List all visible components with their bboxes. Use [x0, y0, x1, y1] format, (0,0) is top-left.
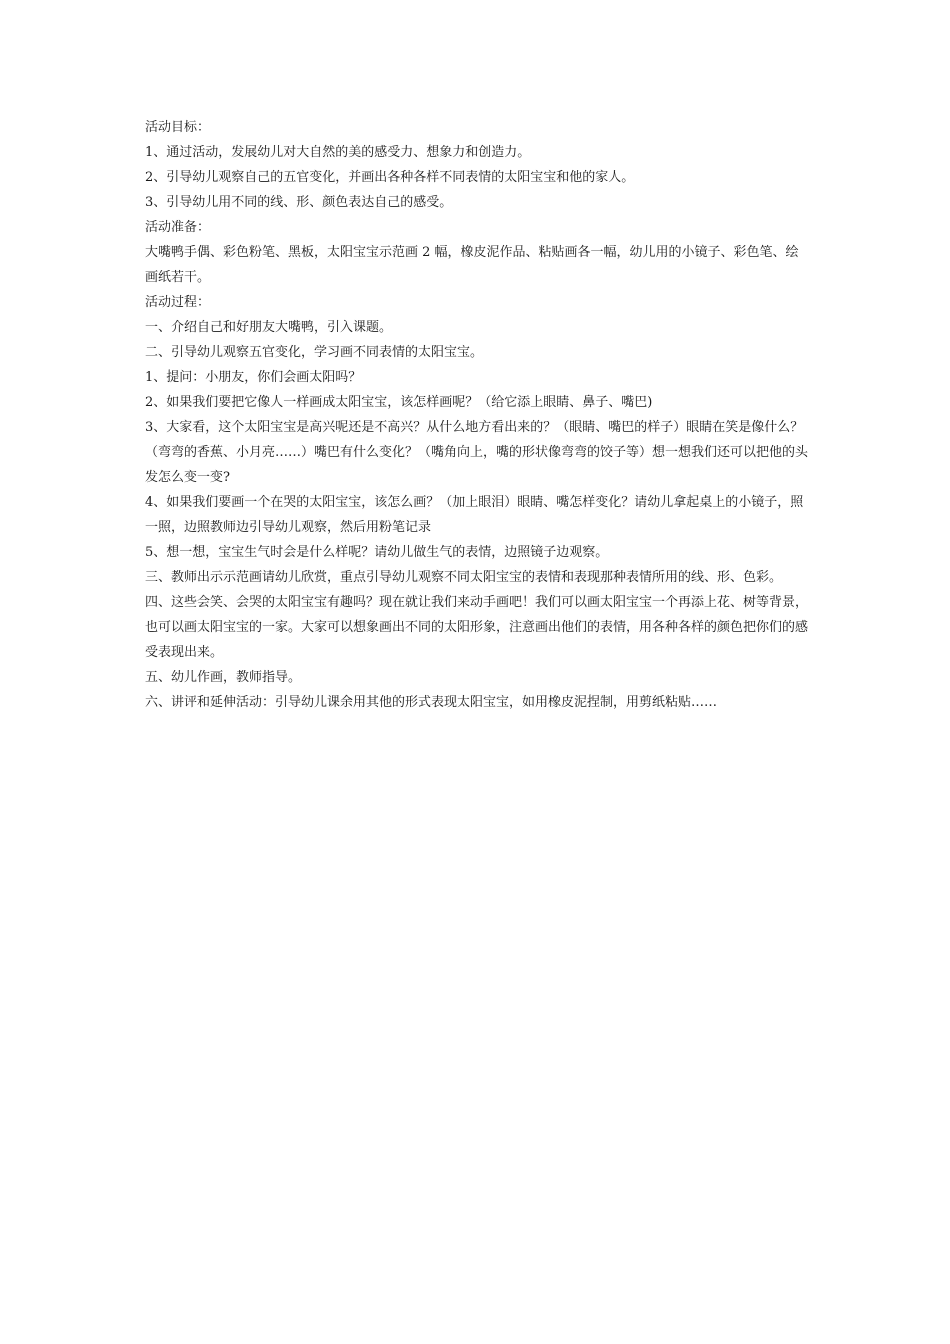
document-body: [145, 115, 810, 715]
goal-item-2: 2、引导幼儿观察自己的五官变化，并画出各种各样不同表情的太阳宝宝和他的家人。: [145, 170, 635, 185]
preparation-text: 大嘴鸭手偶、彩色粉笔、黑板，太阳宝宝示范画 2 幅，橡皮泥作品、粘贴画各一幅，幼儿用的小镜子、彩色笔、绘画纸若干。: [145, 245, 799, 285]
process-substep-4: 4、如果我们要画一个在哭的太阳宝宝，该怎么画？（加上眼泪）眼睛、嘴怎样变化？请幼儿拿起桌上的小镜子，照一照，边照教师边引导幼儿观察，然后用粉笔记录: [145, 495, 804, 535]
process-step-6: 六、讲评和延伸活动：引导幼儿课余用其他的形式表现太阳宝宝，如用橡皮泥捏制，用剪纸粘贴……: [145, 695, 718, 710]
goal-item-3: 3、引导幼儿用不同的线、形、颜色表达自己的感受。: [145, 195, 453, 210]
process-substep-5: 5、想一想，宝宝生气时会是什么样呢？请幼儿做生气的表情，边照镜子边观察。: [145, 545, 609, 560]
process-step-3: 三、教师出示示范画请幼儿欣赏，重点引导幼儿观察不同太阳宝宝的表情和表现那种表情所用的线、形、色彩。: [145, 570, 783, 585]
goal-item-1: 1、通过活动，发展幼儿对大自然的美的感受力、想象力和创造力。: [145, 145, 531, 160]
process-step-2: 二、引导幼儿观察五官变化，学习画不同表情的太阳宝宝。: [145, 345, 484, 360]
section-heading-process: 活动过程：: [145, 295, 211, 310]
process-step-4: 四、这些会笑、会哭的太阳宝宝有趣吗？现在就让我们来动手画吧！我们可以画太阳宝宝一个再添上花、树等背景，也可以画太阳宝宝的一家。大家可以想象画出不同的太阳形象，注意画出他们的表情，用各种各样的颜色把你们的感受表现出来。: [145, 595, 809, 660]
process-step-1: 一、介绍自己和好朋友大嘴鸭，引入课题。: [145, 320, 393, 335]
process-substep-2: 2、如果我们要把它像人一样画成太阳宝宝，该怎样画呢？（给它添上眼睛、鼻子、嘴巴): [145, 395, 653, 410]
section-heading-goals: 活动目标：: [145, 120, 211, 135]
process-substep-1: 1、提问：小朋友，你们会画太阳吗？: [145, 370, 362, 385]
process-substep-3: 3、大家看，这个太阳宝宝是高兴呢还是不高兴？从什么地方看出来的？（眼睛、嘴巴的样子）眼睛在笑是像什么？（弯弯的香蕉、小月亮……）嘴巴有什么变化？（嘴角向上，嘴的形状像弯弯的饺子等）想一想我们还可以把他的头发怎么变一变?: [145, 420, 809, 485]
section-heading-preparation: 活动准备：: [145, 220, 211, 235]
process-step-5: 五、幼儿作画，教师指导。: [145, 670, 302, 685]
